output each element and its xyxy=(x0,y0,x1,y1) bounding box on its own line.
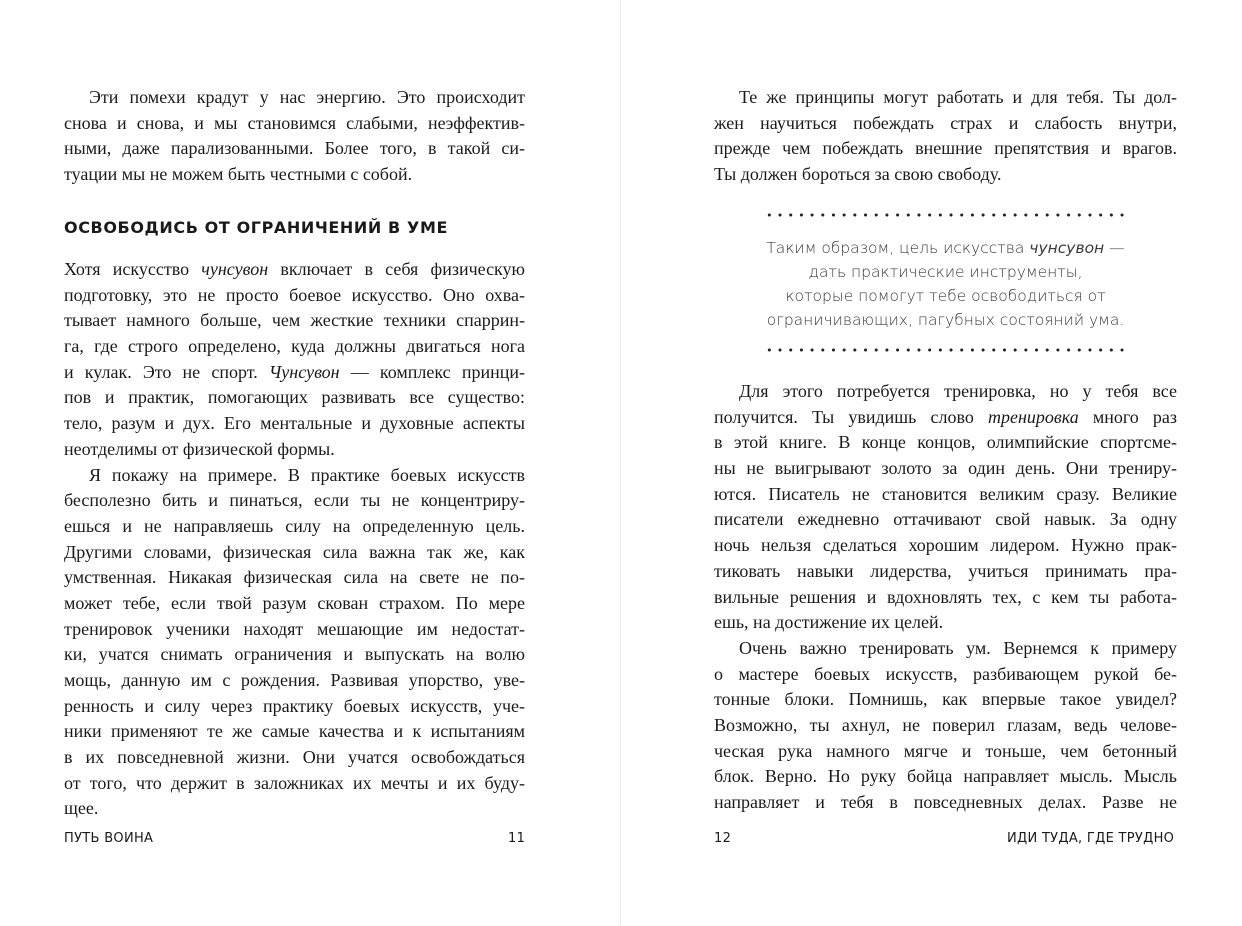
text-line xyxy=(714,456,1177,482)
text-line xyxy=(64,514,525,540)
text-segment: о мастере боевых искусств, разбивающем рукой бе- xyxy=(714,663,1177,684)
text-segment: Ты должен бороться за свою свободу. xyxy=(714,164,1002,185)
right-paragraph-2 xyxy=(714,379,1177,816)
text-segment: подготовку, это не просто боевое искусство. Оно охва- xyxy=(64,284,525,305)
left-page xyxy=(0,0,620,926)
italic-term: чунсувон xyxy=(201,259,269,279)
text-line xyxy=(714,405,1177,431)
text-line xyxy=(714,162,1177,188)
text-segment: ются. Писатель не становится великим сразу. Великие xyxy=(714,483,1177,504)
text-line xyxy=(714,430,1177,456)
text-segment: Таким образом, цель искусства xyxy=(766,239,1030,257)
italic-term: Чунсувон xyxy=(268,361,340,382)
text-line xyxy=(714,585,1177,611)
page-number: 11 xyxy=(508,831,526,846)
text-segment: умственная. Никакая физическая сила на свете не по- xyxy=(64,567,525,588)
text-segment: тренировок ученики находят мешающие им недостат- xyxy=(64,618,525,639)
text-line xyxy=(714,111,1177,137)
text-segment: дать практические инструменты, xyxy=(808,263,1083,281)
quote-line xyxy=(714,284,1177,308)
quote-line xyxy=(714,236,1177,260)
text-segment: — комплекс принци- xyxy=(339,361,525,382)
text-segment: Я покажу на примере. В практике боевых искусств xyxy=(89,464,525,485)
text-line xyxy=(64,488,525,514)
text-segment: пов и практик, помогающих развивать все существо: xyxy=(64,387,525,408)
text-segment: и кулак. Это не спорт. xyxy=(64,361,269,382)
text-segment: — xyxy=(1104,239,1125,257)
text-line xyxy=(714,136,1177,162)
text-segment: щее. xyxy=(64,798,99,819)
text-line xyxy=(64,411,525,437)
text-line xyxy=(64,385,525,411)
italic-term: тренировка xyxy=(987,406,1079,427)
text-line xyxy=(64,745,525,771)
text-segment: га, где строго определено, куда должны двигаться нога xyxy=(64,336,525,357)
quote-line xyxy=(714,260,1177,284)
text-segment: ешь, на достижение их целей. xyxy=(714,612,944,633)
text-segment: которые помогут тебе освободиться от xyxy=(785,287,1106,305)
text-segment: Другими словами, физическая сила важна так же, как xyxy=(64,541,525,562)
text-segment: много раз xyxy=(1078,406,1178,427)
text-line xyxy=(64,360,525,386)
text-segment: ники применяют те же самые качества и к испытаниям xyxy=(64,721,525,742)
text-line xyxy=(714,662,1177,688)
pull-quote xyxy=(714,236,1177,332)
text-line xyxy=(64,283,525,309)
text-segment: ренность и силу через практику боевых искусств, уче- xyxy=(64,695,525,716)
text-segment: получится. Ты увидишь слово xyxy=(714,406,988,427)
text-segment: ными, даже парализованными. Более того, в такой си- xyxy=(64,138,525,159)
quote-line xyxy=(714,308,1177,332)
text-segment: в этой книге. В конце концов, олимпийские спортсме- xyxy=(714,432,1177,453)
text-segment: Хотя искусство xyxy=(64,259,202,279)
text-segment: тывает намного больше, чем жесткие техники спаррин- xyxy=(64,310,525,331)
text-segment: Очень важно тренировать ум. Вернемся к примеру xyxy=(739,637,1177,658)
text-line xyxy=(64,308,525,334)
text-segment: тонные блоки. Помнишь, как впервые такое увидел? xyxy=(714,689,1177,710)
text-segment: туации мы не можем быть честными с собой. xyxy=(64,164,413,185)
text-segment: Эти помехи крадут у нас энергию. Это происходит xyxy=(89,87,525,107)
text-line xyxy=(714,739,1177,765)
text-line xyxy=(64,162,525,188)
text-line xyxy=(714,482,1177,508)
text-line xyxy=(64,591,525,617)
text-segment: вильные решения и вдохновлять тех, с кем ты работа- xyxy=(714,586,1177,607)
text-line xyxy=(714,636,1177,662)
text-segment: бесполезно бить и пинаться, если ты не концентриру- xyxy=(64,490,525,511)
text-line xyxy=(714,379,1177,405)
text-line xyxy=(714,764,1177,790)
text-line xyxy=(64,796,525,822)
text-segment: неотделимы от физической формы. xyxy=(64,438,335,459)
text-segment: Те же принципы могут работать и для тебя. Ты дол- xyxy=(739,87,1177,107)
left-paragraph-2 xyxy=(64,257,525,822)
text-segment: от того, что держит в заложниках их мечты и их буду- xyxy=(64,772,525,793)
text-segment: тело, разум и дух. Его ментальные и духовные аспекты xyxy=(64,413,525,434)
text-line xyxy=(714,713,1177,739)
text-segment: мощь, данную им с рождения. Развивая упорство, уве- xyxy=(64,670,525,690)
right-paragraph-1 xyxy=(714,85,1177,188)
text-line xyxy=(714,687,1177,713)
running-footer-title: ИДИ ТУДА, ГДЕ ТРУДНО xyxy=(1007,831,1175,846)
text-segment: ограничивающих, пагубных состояний ума. xyxy=(766,311,1125,329)
text-segment: включает в себя физическую xyxy=(268,259,525,279)
text-line xyxy=(714,790,1177,816)
text-segment: тиковать навыки лидерства, учиться принимать пра- xyxy=(714,560,1177,581)
dotted-divider-bottom xyxy=(764,348,1128,352)
text-line xyxy=(64,111,525,137)
text-line xyxy=(64,334,525,360)
text-line xyxy=(714,507,1177,533)
text-segment: ческая рука намного мягче и тоньше, чем бетонный xyxy=(714,740,1177,761)
text-line xyxy=(714,85,1177,111)
text-segment: прежде чем побеждать внешние препятствия и врагов. xyxy=(714,138,1177,159)
text-segment: снова и снова, и мы становимся слабыми, неэффектив- xyxy=(64,112,525,133)
running-footer-title: ПУТЬ ВОИНА xyxy=(64,831,154,846)
text-line xyxy=(64,719,525,745)
text-line xyxy=(64,463,525,489)
text-segment: в их повседневной жизни. Они учатся освобождаться xyxy=(64,747,525,768)
text-segment: ны не выигрывают золото за один день. Они трениру- xyxy=(714,458,1177,479)
text-segment: Возможно, ты ахнул, не поверил глазам, ведь челове- xyxy=(714,714,1177,735)
text-line xyxy=(64,565,525,591)
text-segment: направляет и тебя в повседневных делах. Разве не xyxy=(714,792,1177,812)
italic-term: чунсувон xyxy=(1029,239,1105,257)
text-line xyxy=(64,694,525,720)
text-line xyxy=(714,533,1177,559)
text-segment: ки, учатся снимать ограничения и выпускать на волю xyxy=(64,644,525,665)
text-segment: блок. Верно. Но руку бойца направляет мысль. Мысль xyxy=(714,766,1177,787)
text-segment: Для этого потребуется тренировка, но у тебя все xyxy=(739,381,1177,401)
dotted-divider-top xyxy=(764,213,1128,217)
text-line xyxy=(64,771,525,797)
text-segment: ночь нельзя сделаться хорошим лидером. Нужно прак- xyxy=(714,535,1177,556)
text-segment: может тебе, если твой разум скован страхом. По мере xyxy=(64,592,525,613)
text-line xyxy=(64,617,525,643)
text-line xyxy=(64,257,525,283)
text-segment: жен научиться побеждать страх и слабость внутри, xyxy=(714,112,1177,133)
text-line xyxy=(64,668,525,694)
text-line xyxy=(64,437,525,463)
text-segment: писатели ежедневно оттачивают свой навык. За одну xyxy=(714,509,1177,530)
text-line xyxy=(64,85,525,111)
text-line xyxy=(64,642,525,668)
left-paragraph-1 xyxy=(64,85,525,188)
text-segment: ешься и не направляешь силу на определенную цель. xyxy=(64,515,525,536)
text-line xyxy=(64,540,525,566)
text-line xyxy=(714,610,1177,636)
section-heading: ОСВОБОДИСЬ ОТ ОГРАНИЧЕНИЙ В УМЕ xyxy=(64,218,449,237)
text-line xyxy=(714,559,1177,585)
text-line xyxy=(64,136,525,162)
page-number: 12 xyxy=(714,831,732,846)
